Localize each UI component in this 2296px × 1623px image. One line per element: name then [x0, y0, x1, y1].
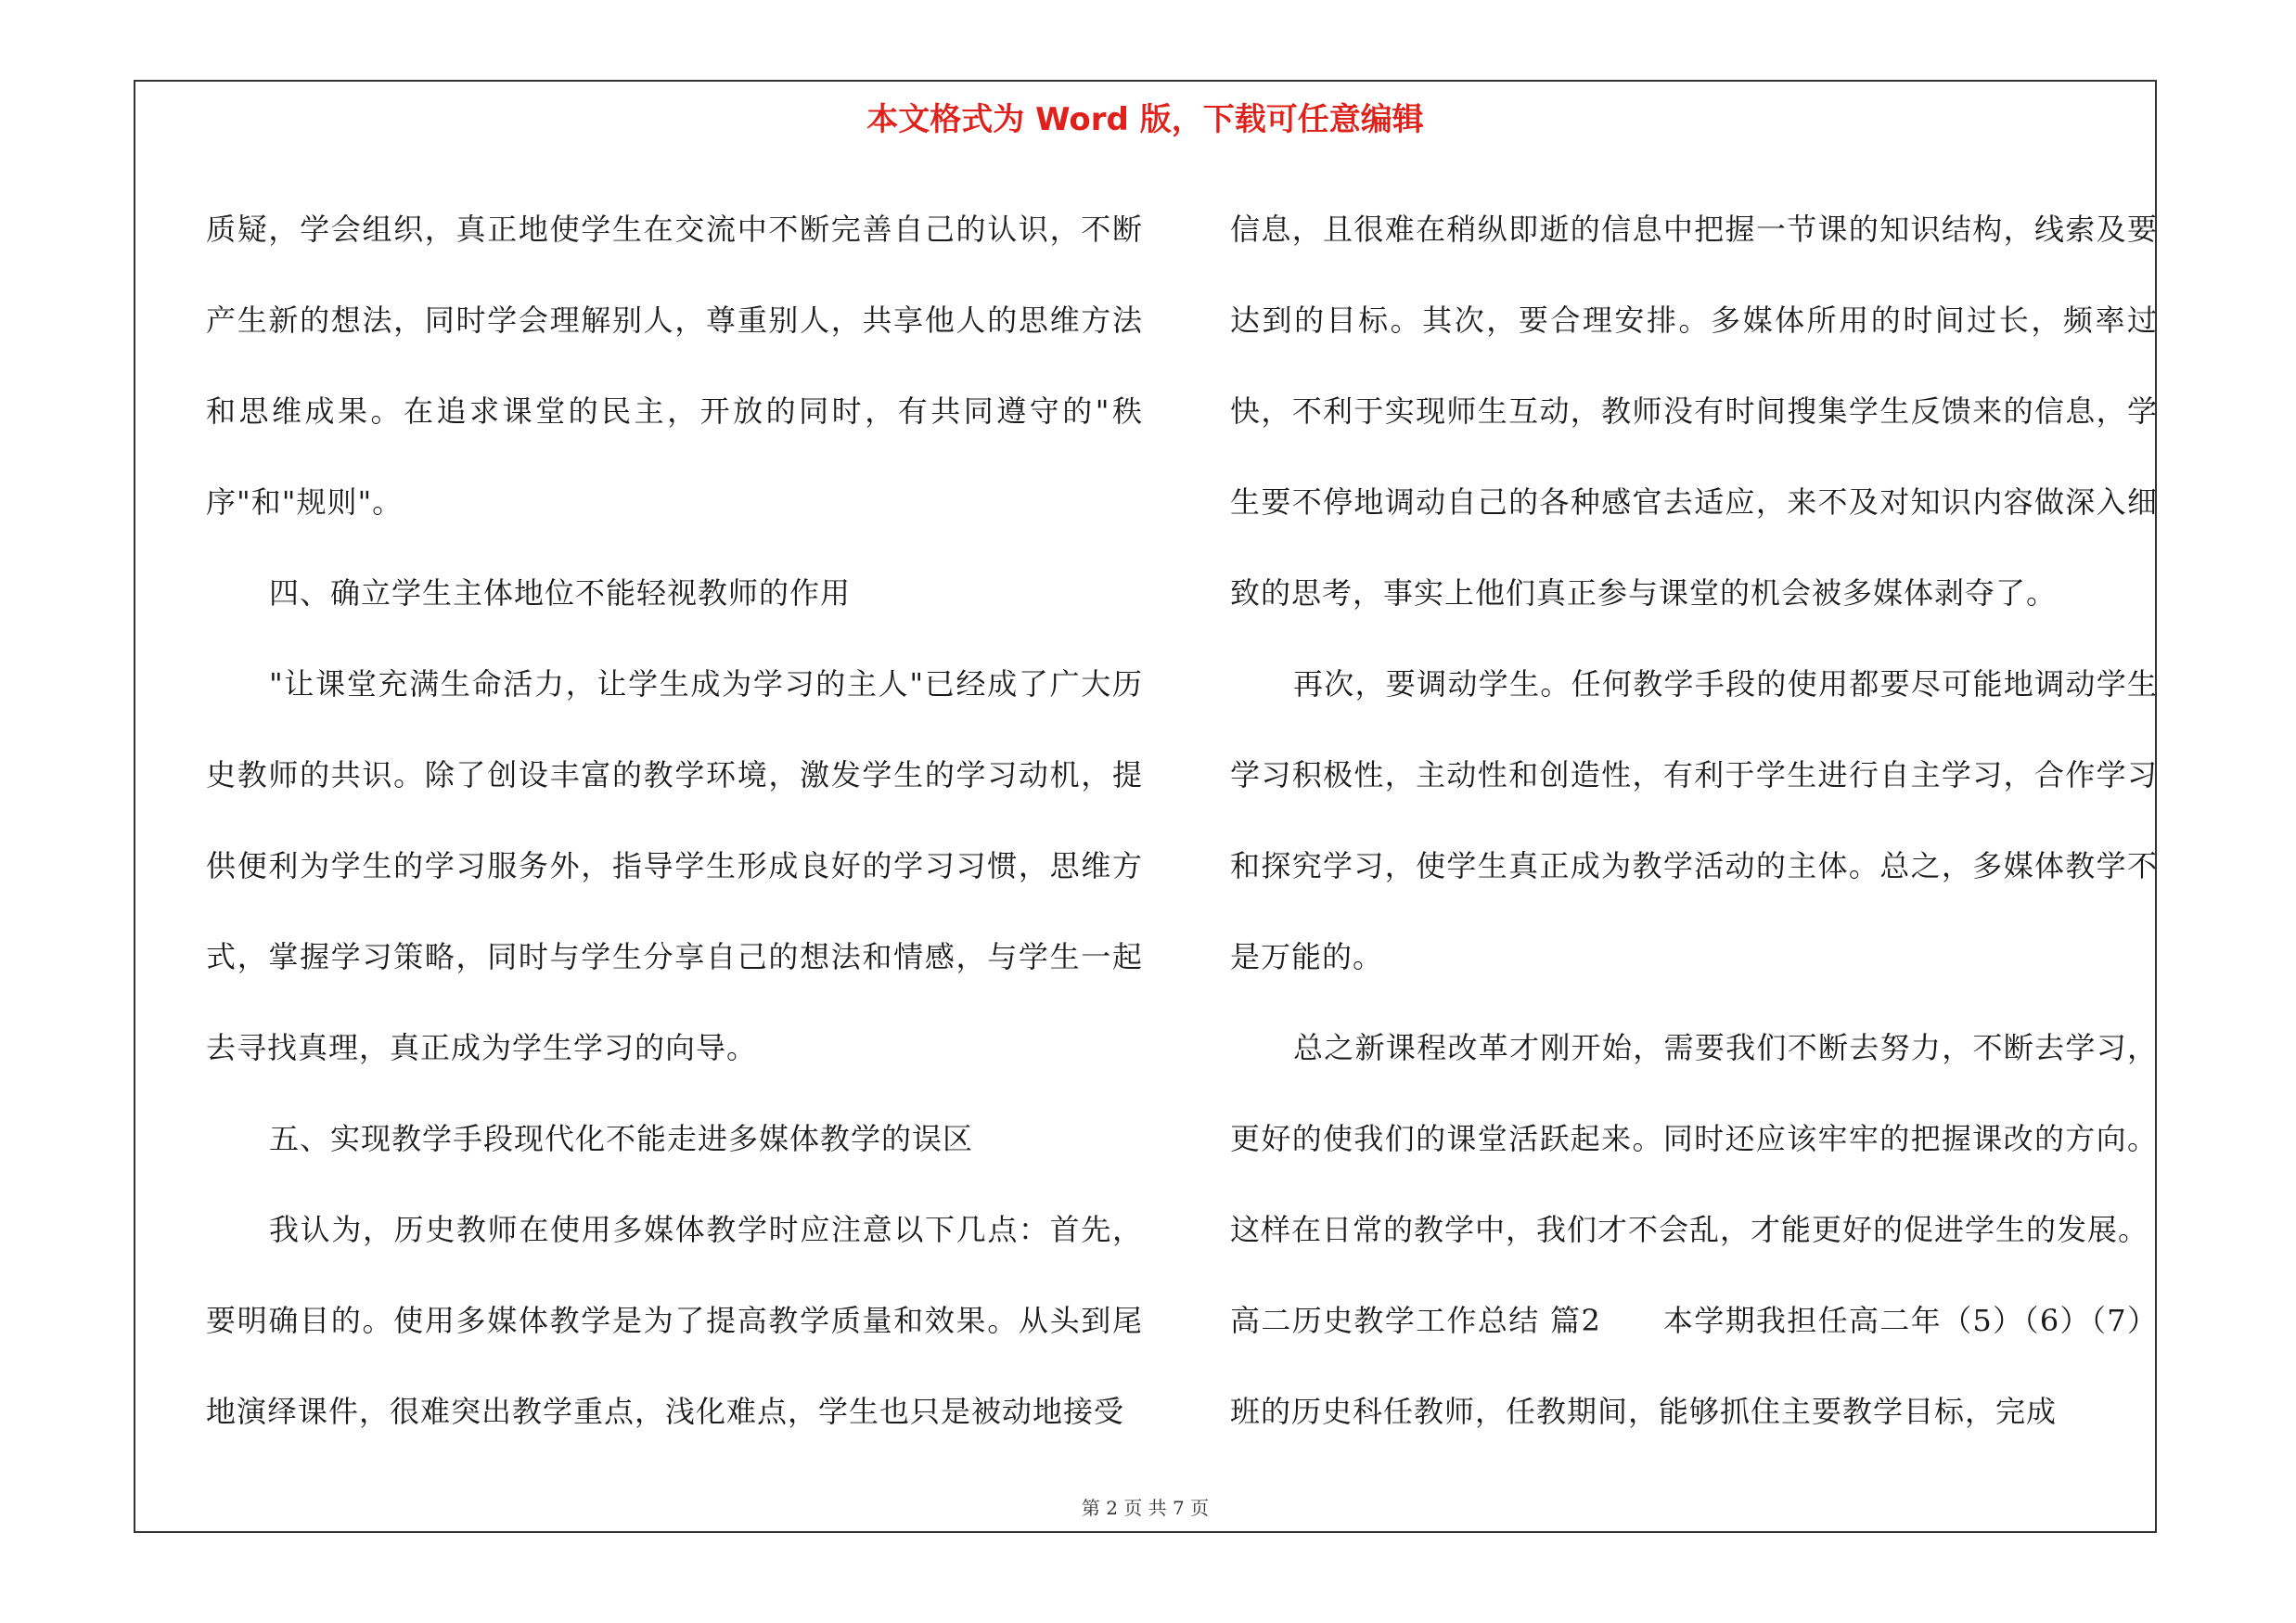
paragraph: 再次，要调动学生。任何教学手段的使用都要尽可能地调动学生学习积极性，主动性和创造性，有利于学生进行自主学习，合作学习和探究学习，使学生真正成为教学活动的主体。总之，多媒体教学不是万能的。 [1230, 666, 2158, 974]
paragraph: 我认为，历史教师在使用多媒体教学时应注意以下几点：首先，要明确目的。使用多媒体教学是为了提高教学质量和效果。从头到尾地演绎课件，很难突出教学重点，浅化难点，学生也只是被动地接受 [206, 1212, 1143, 1429]
paragraph: 质疑，学会组织，真正地使学生在交流中不断完善自己的认识，不断产生新的想法，同时学会理解别人，尊重别人，共享他人的思维方法和思维成果。在追求课堂的民主，开放的同时，有共同遵守的"秩序"和"规则"。 [206, 212, 1143, 520]
section-heading: 四、确立学生主体地位不能轻视教师的作用 [269, 575, 852, 611]
section-heading: 五、实现教学手段现代化不能走进多媒体教学的误区 [269, 1121, 974, 1156]
header-banner [135, 93, 2155, 147]
page-frame [134, 80, 2157, 1533]
header-banner-text: 本文格式为 Word 版，下载可任意编辑 [866, 101, 1424, 138]
left-column [206, 184, 1143, 1457]
right-column [1230, 184, 2158, 1457]
page-footer [135, 1494, 2155, 1522]
paragraph: 高二历史教学工作总结 篇2 本学期我担任高二年（5）（6）（7）班的历史科任教师，任教期间，能够抓住主要教学目标，完成 [1230, 1303, 2158, 1429]
paragraph: "让课堂充满生命活力，让学生成为学习的主人"已经成了广大历史教师的共识。除了创设丰富的教学环境，激发学生的学习动机，提供便利为学生的学习服务外，指导学生形成良好的学习习惯，思维方式，掌握学习策略，同时与学生分享自己的想法和情感，与学生一起去寻找真理，真正成为学生学习的向导。 [206, 666, 1143, 1065]
paragraph: 总之新课程改革才刚开始，需要我们不断去努力，不断去学习，更好的使我们的课堂活跃起来。同时还应该牢牢的把握课改的方向。这样在日常的教学中，我们才不会乱，才能更好的促进学生的发展。 [1230, 1030, 2158, 1247]
page-number: 第 2 页 共 7 页 [1081, 1497, 1210, 1519]
paragraph: 信息，且很难在稍纵即逝的信息中把握一节课的知识结构，线索及要达到的目标。其次，要合理安排。多媒体所用的时间过长，频率过快，不利于实现师生互动，教师没有时间搜集学生反馈来的信息，学生要不停地调动自己的各种感官去适应，来不及对知识内容做深入细致的思考，事实上他们真正参与课堂的机会被多媒体剥夺了。 [1230, 212, 2158, 611]
